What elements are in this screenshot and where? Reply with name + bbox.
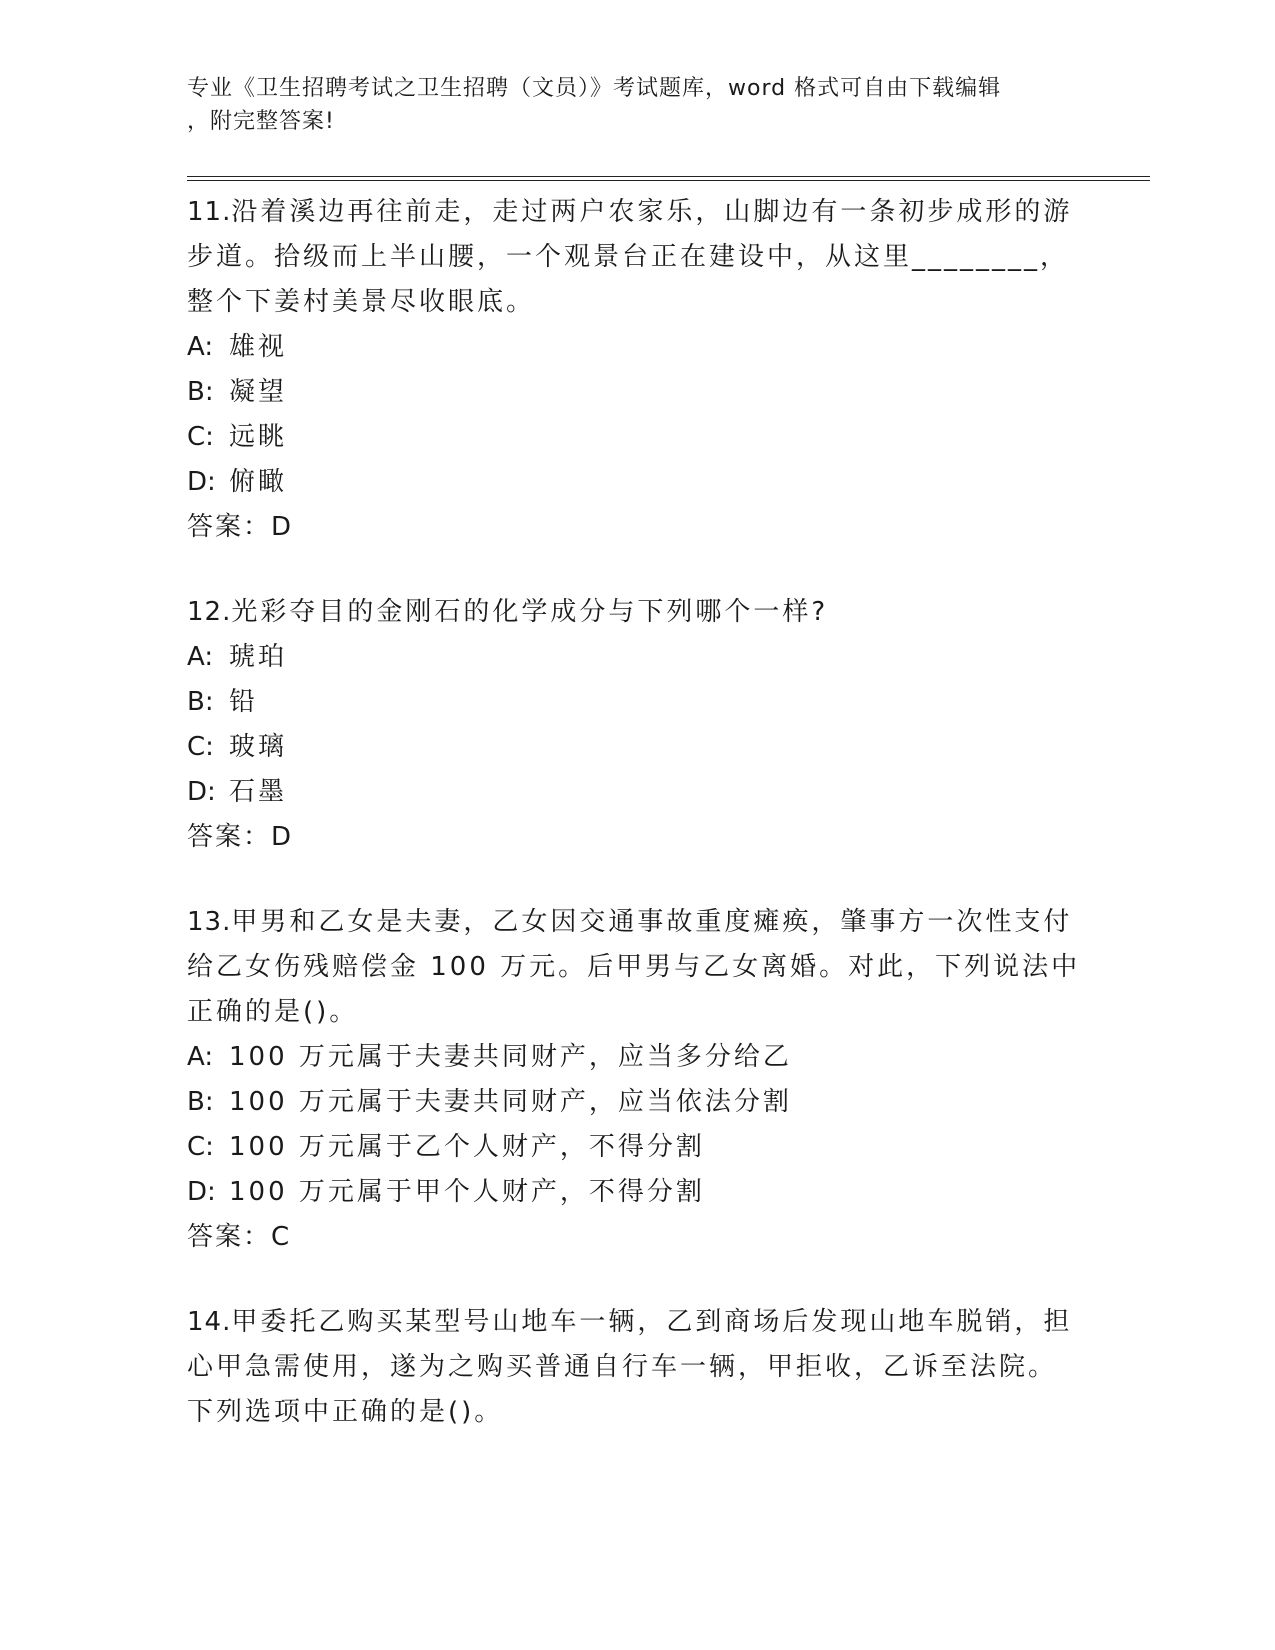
option-key: D: xyxy=(187,467,216,497)
option-text: 100 万元属于夫妻共同财产，应当依法分割 xyxy=(229,1087,792,1117)
option-key: C: xyxy=(187,1132,214,1162)
option-key: A: xyxy=(187,1042,214,1072)
option-key: D: xyxy=(187,777,216,807)
answer-label: 答案： xyxy=(187,1222,272,1252)
option-key: C: xyxy=(187,422,214,452)
divider-line-top xyxy=(187,176,1150,177)
question-12 xyxy=(187,590,1087,860)
option-text: 铅 xyxy=(229,687,259,717)
question-number: 13. xyxy=(187,907,232,937)
option-text: 远眺 xyxy=(229,422,288,452)
question-stem-line xyxy=(187,900,1087,945)
question-stem-line: 下列选项中正确的是()。 xyxy=(187,1397,504,1427)
option-text: 凝望 xyxy=(229,377,288,407)
option-a xyxy=(187,1035,1087,1080)
question-stem-line: 整个下姜村美景尽收眼底。 xyxy=(187,287,536,317)
answer-value: D xyxy=(271,512,294,542)
question-text: 甲委托乙购买某型号山地车一辆，乙到商场后发现山地车脱销，担 xyxy=(231,1307,1073,1337)
question-11 xyxy=(187,190,1087,550)
option-text: 俯瞰 xyxy=(229,467,288,497)
question-stem-line: 给乙女伤残赔偿金 100 万元。后甲男与乙女离婚。对此，下列说法中 xyxy=(187,952,1081,982)
question-stem-line: 正确的是()。 xyxy=(187,997,359,1027)
option-b xyxy=(187,370,1087,415)
option-b xyxy=(187,680,1087,725)
answer-value: D xyxy=(271,822,294,852)
option-key: B: xyxy=(187,377,214,407)
question-stem-line xyxy=(187,1300,1087,1345)
option-c xyxy=(187,415,1087,460)
option-text: 石墨 xyxy=(229,777,288,807)
answer-label: 答案： xyxy=(187,512,272,542)
option-a xyxy=(187,635,1087,680)
answer-label: 答案： xyxy=(187,822,272,852)
option-c xyxy=(187,725,1087,770)
question-number: 12. xyxy=(187,597,232,627)
question-stem-line xyxy=(187,190,1087,235)
option-key: D: xyxy=(187,1177,216,1207)
answer-line xyxy=(187,1215,1087,1260)
question-text: 沿着溪边再往前走，走过两户农家乐，山脚边有一条初步成形的游 xyxy=(231,197,1073,227)
question-stem-line: 步道。拾级而上半山腰，一个观景台正在建设中，从这里________， xyxy=(187,242,1070,272)
question-number: 14. xyxy=(187,1307,232,1337)
question-stem-line: 心甲急需使用，遂为之购买普通自行车一辆，甲拒收，乙诉至法院。 xyxy=(187,1352,1058,1382)
option-text: 玻璃 xyxy=(229,732,288,762)
question-text: 甲男和乙女是夫妻，乙女因交通事故重度瘫痪，肇事方一次性支付 xyxy=(231,907,1073,937)
option-d xyxy=(187,770,1087,815)
option-text: 琥珀 xyxy=(229,642,288,672)
document-header xyxy=(187,72,1067,138)
option-text: 100 万元属于甲个人财产，不得分割 xyxy=(229,1177,705,1207)
question-14 xyxy=(187,1300,1087,1435)
option-text: 100 万元属于乙个人财产，不得分割 xyxy=(229,1132,705,1162)
header-line-2: ，附完整答案! xyxy=(187,109,335,134)
answer-line xyxy=(187,505,1087,550)
option-d xyxy=(187,1170,1087,1215)
option-text: 雄视 xyxy=(229,332,288,362)
option-key: A: xyxy=(187,332,214,362)
question-13 xyxy=(187,900,1087,1260)
question-text: 光彩夺目的金刚石的化学成分与下列哪个一样? xyxy=(231,597,829,627)
option-a xyxy=(187,325,1087,370)
option-key: A: xyxy=(187,642,214,672)
question-stem-line xyxy=(187,590,1087,635)
option-key: C: xyxy=(187,732,214,762)
header-divider xyxy=(187,176,1150,181)
option-text: 100 万元属于夫妻共同财产，应当多分给乙 xyxy=(229,1042,792,1072)
divider-line-bottom xyxy=(187,180,1150,181)
option-key: B: xyxy=(187,687,214,717)
answer-line xyxy=(187,815,1087,860)
question-list xyxy=(187,190,1087,1475)
option-d xyxy=(187,460,1087,505)
question-number: 11. xyxy=(187,197,232,227)
option-c xyxy=(187,1125,1087,1170)
option-key: B: xyxy=(187,1087,214,1117)
header-line-1: 专业《卫生招聘考试之卫生招聘（文员）》考试题库，word 格式可自由下载编辑 xyxy=(187,76,1002,101)
answer-value: C xyxy=(271,1222,292,1252)
option-b xyxy=(187,1080,1087,1125)
